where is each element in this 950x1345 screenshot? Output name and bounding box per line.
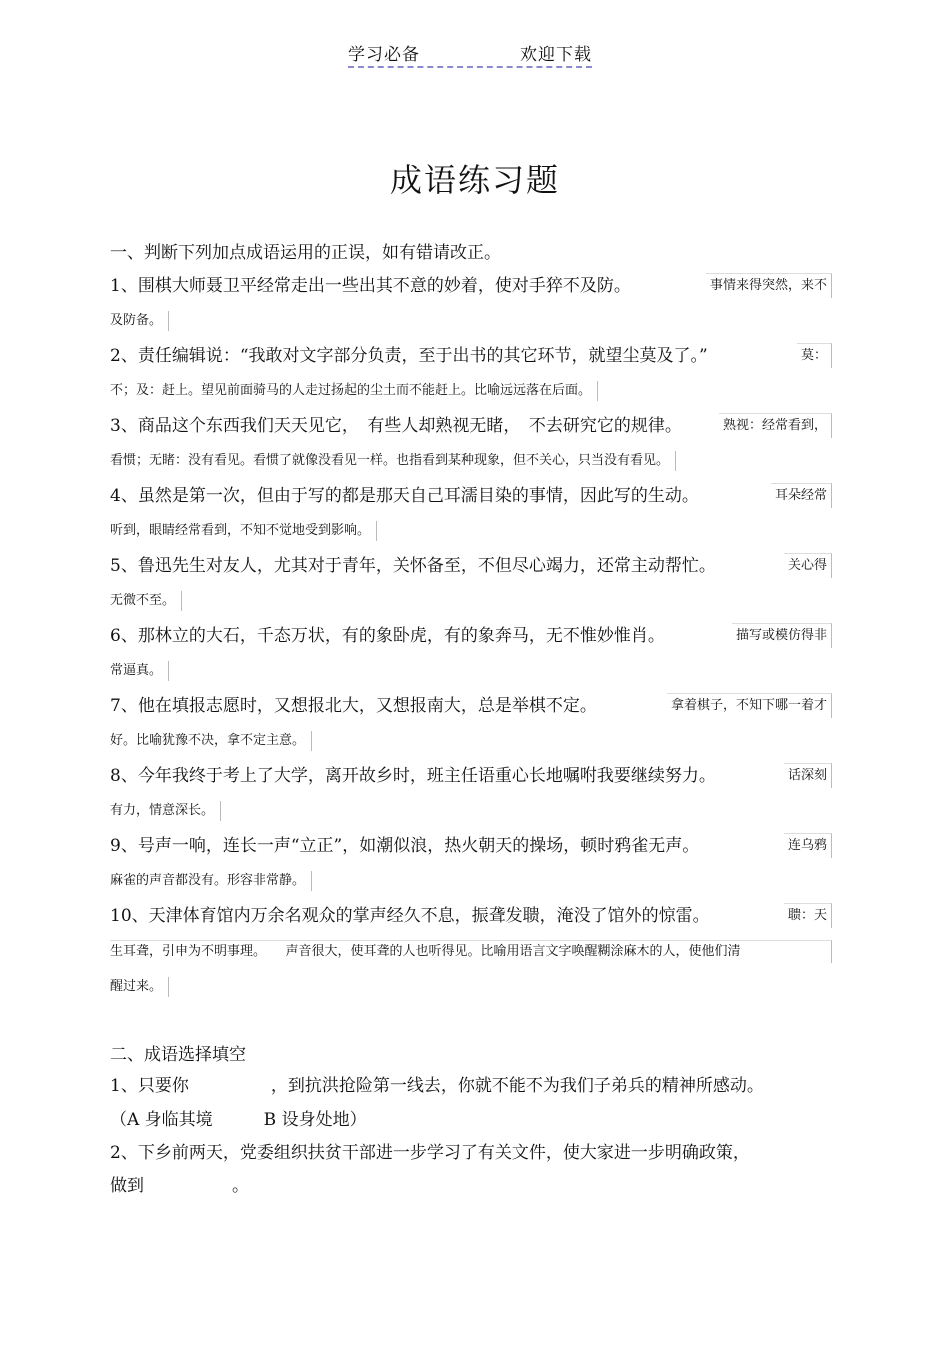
answer-note: 关心得 [784, 553, 832, 578]
question-item [110, 758, 832, 828]
question-text: 10、天津体育馆内万余名观众的掌声经久不息，振聋发聩，淹没了馆外的惊雷。 [110, 906, 710, 926]
fill-question-1 [110, 1070, 832, 1103]
answer-continuation-text: 有力，情意深长。 [110, 801, 221, 821]
answer-continuation [110, 934, 832, 970]
answer-note: 耳朵经常 [771, 483, 832, 508]
question-text: 3、商品这个东西我们天天见它， 有些人却熟视无睹， 不去研究它的规律。 [110, 416, 682, 436]
question-item [110, 478, 832, 548]
question-item [110, 548, 832, 618]
header-right-text: 欢迎下载 [520, 45, 592, 65]
question-text: 8、今年我终于考上了大学，离开故乡时，班主任语重心长地嘱咐我要继续努力。 [110, 766, 716, 786]
answer-note: 话深刻 [784, 763, 832, 788]
answer-note: 拿着棋子，不知下哪一着才 [667, 693, 832, 718]
answer-box [110, 940, 832, 963]
header-left-text: 学习必备 [348, 45, 420, 65]
section-1-heading: 一、判断下列加点成语运用的正误，如有错请改正。 [110, 243, 501, 263]
answer-continuation-text: 看惯；无睹：没有看见。看惯了就像没看见一样。也指看到某种现象，但不关心，只当没有看见。 [110, 451, 676, 471]
question-item-10 [110, 898, 832, 1004]
answer-note: 熟视：经常看到， [719, 413, 832, 438]
answer-continuation [110, 970, 832, 1004]
question-text: 9、号声一响，连长一声“立正”，如潮似浪，热火朝天的操场，顿时鸦雀无声。 [110, 836, 700, 856]
document-body [110, 238, 832, 1203]
answer-continuation [110, 374, 832, 408]
fill-question-1-start: 1、只要你 [110, 1076, 189, 1096]
answer-note: 莫： [797, 343, 832, 368]
question-text: 6、那林立的大石，千态万状，有的象卧虎，有的象奔马，无不惟妙惟肖。 [110, 626, 665, 646]
question-item [110, 618, 832, 688]
answer-continuation [110, 444, 832, 478]
answer-note: 描写或模仿得非 [732, 623, 832, 648]
question-text: 7、他在填报志愿时，又想报北大，又想报南大，总是举棋不定。 [110, 696, 597, 716]
answer-continuation [110, 864, 832, 898]
question-text: 2、责任编辑说：“我敢对文字部分负责，至于出书的其它环节，就望尘莫及了。” [110, 346, 708, 366]
page-title: 成语练习题 [389, 161, 560, 199]
answer-continuation-text: 麻雀的声音都没有。形容非常静。 [110, 871, 312, 891]
page-header [348, 40, 592, 68]
fill-question-2: 2、下乡前两天，党委组织扶贫干部进一步学习了有关文件，使大家进一步明确政策， [110, 1143, 750, 1163]
answer-continuation-text: 不；及：赶上。望见前面骑马的人走过扬起的尘土而不能赶上。比喻远远落在后面。 [110, 381, 598, 401]
section-gap [110, 1004, 832, 1040]
answer-continuation-text: 生耳聋，引申为不明事理。 声音很大，使耳聋的人也听得见。比喻用语言文字唤醒糊涂麻木的人，使他们清 [110, 944, 741, 959]
question-item [110, 688, 832, 758]
question-text: 4、虽然是第一次，但由于写的都是那天自己耳濡目染的事情，因此写的生动。 [110, 486, 699, 506]
question-item [110, 268, 832, 338]
answer-continuation-text: 无微不至。 [110, 591, 182, 611]
answer-note: 事情来得突然，来不 [706, 273, 832, 298]
answer-continuation [110, 654, 832, 688]
question-item [110, 828, 832, 898]
section-2-heading: 二、成语选择填空 [110, 1045, 246, 1065]
answer-continuation-text: 常逼真。 [110, 661, 169, 681]
question-text: 1、围棋大师聂卫平经常走出一些出其不意的妙着，使对手猝不及防。 [110, 276, 631, 296]
fill-question-2-end: 。 [232, 1176, 249, 1196]
answer-continuation [110, 584, 832, 618]
answer-continuation-text: 听到，眼睛经常看到，不知不觉地受到影响。 [110, 521, 377, 541]
answer-continuation-text: 醒过来。 [110, 977, 169, 997]
answer-continuation [110, 794, 832, 828]
answer-continuation [110, 514, 832, 548]
answer-continuation [110, 304, 832, 338]
fill-question-1-options: （A 身临其境 B 设身处地） [110, 1110, 367, 1130]
answer-continuation-text: 好。比喻犹豫不决，拿不定主意。 [110, 731, 312, 751]
answer-note: 聩：天 [784, 903, 832, 928]
answer-continuation-text: 及防备。 [110, 311, 169, 331]
question-text: 5、鲁迅先生对友人，尤其对于青年，关怀备至，不但尽心竭力，还常主动帮忙。 [110, 556, 716, 576]
answer-continuation [110, 724, 832, 758]
question-item [110, 408, 832, 478]
question-item [110, 338, 832, 408]
fill-question-2-start: 做到 [110, 1176, 144, 1196]
fill-question-2-continuation [110, 1170, 832, 1203]
fill-question-1-end: ，到抗洪抢险第一线去，你就不能不为我们子弟兵的精神所感动。 [270, 1076, 764, 1096]
answer-note: 连乌鸦 [784, 833, 832, 858]
